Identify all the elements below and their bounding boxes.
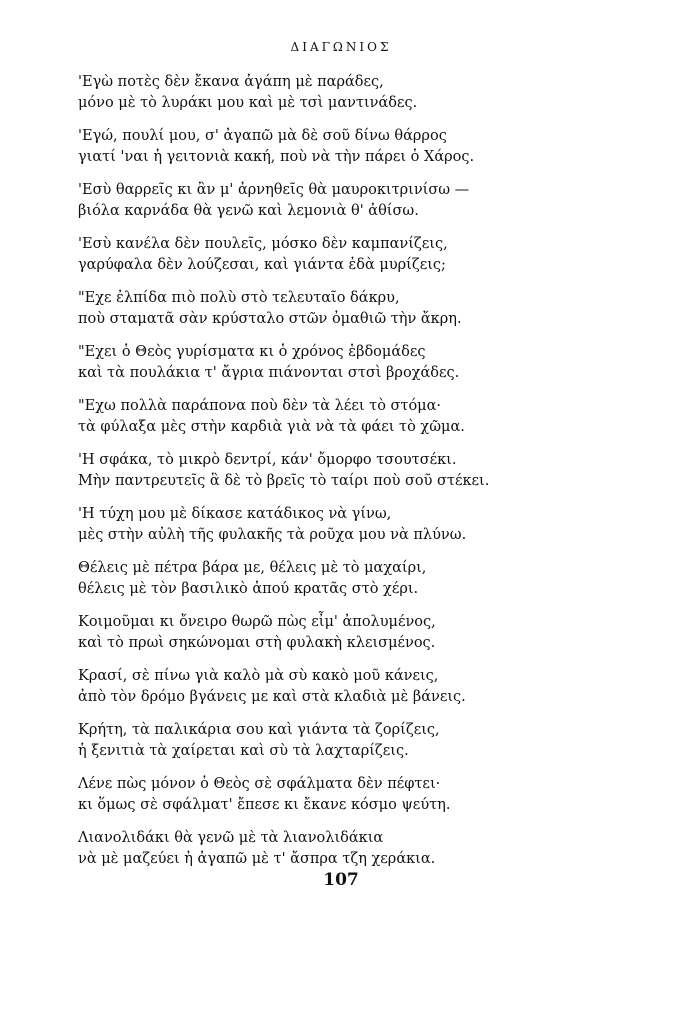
stanza [78, 558, 518, 612]
stanza [78, 504, 518, 558]
stanza [78, 288, 518, 342]
verse-line: "Εχει ὁ Θεὸς γυρίσματα κι ὁ χρόνος ἑβδομάδες [78, 344, 426, 360]
stanza [78, 180, 518, 234]
verse-line: Κρασί, σὲ πίνω γιὰ καλὸ μὰ σὺ κακὸ μοῦ κάνεις, [78, 668, 439, 684]
verse-line: 'Εσὺ θαρρεῖς κι ἂν μ' ἀρνηθεῖς θὰ μαυροκιτρινίσω — [78, 182, 470, 198]
verse-line: καὶ τὸ πρωὶ σηκώνομαι στὴ φυλακὴ κλεισμένος. [78, 635, 436, 651]
verse-line: μόνο μὲ τὸ λυράκι μου καὶ μὲ τσὶ μαντινάδες. [78, 95, 418, 111]
verse-line: 'Η σφάκα, τὸ μικρὸ δεντρί, κάν' ὄμορφο τσουτσέκι. [78, 452, 457, 468]
verse-line: καὶ τὰ πουλάκια τ' ἄγρια πιάνονται στσὶ βροχάδες. [78, 365, 460, 381]
verse-line: μὲς στὴν αὐλὴ τῆς φυλακῆς τὰ ροῦχα μου νὰ πλύνω. [78, 527, 467, 543]
verse-line: Θέλεις μὲ πέτρα βάρα με, θέλεις μὲ τὸ μαχαίρι, [78, 560, 427, 576]
stanza [78, 774, 518, 828]
stanza [78, 126, 518, 180]
verse-line: τὰ φύλαξα μὲς στὴν καρδιὰ γιὰ νὰ τὰ φάει τὸ χῶμα. [78, 419, 465, 435]
stanza [78, 612, 518, 666]
verse-line: γαρύφαλα δὲν λούζεσαι, καὶ γιάντα ἐδὰ μυρίζεις; [78, 257, 446, 273]
verse-line: ποὺ σταματᾶ σὰν κρύσταλο στῶν ὀμαθιῶ τὴν ἄκρη. [78, 311, 462, 327]
verse-line: "Εχω πολλὰ παράπονα ποὺ δὲν τὰ λέει τὸ στόμα· [78, 398, 442, 414]
verse-line: θέλεις μὲ τὸν βασιλικὸ ἀπού κρατᾶς στὸ χέρι. [78, 581, 419, 597]
verse-line: Κρήτη, τὰ παλικάρια σου καὶ γιάντα τὰ ζορίζεις, [78, 722, 440, 738]
verse-line: βιόλα καρνάδα θὰ γενῶ καὶ λεμονιὰ θ' ἀθίσω. [78, 203, 419, 219]
verse-line: 'Η τύχη μου μὲ δίκασε κατάδικος νὰ γίνω, [78, 506, 392, 522]
stanza [78, 72, 518, 126]
running-title: ΔΙΑΓΩΝΙΟΣ [290, 40, 392, 54]
verse-line: νὰ μὲ μαζεύει ἡ ἀγαπῶ μὲ τ' ἄσπρα τζη χεράκια. [78, 851, 436, 867]
verse-line: 'Εσὺ κανέλα δὲν πουλεῖς, μόσκο δὲν καμπανίζεις, [78, 236, 448, 252]
page-number: 107 [323, 870, 359, 890]
stanza [78, 720, 518, 774]
stanza [78, 450, 518, 504]
verse-line: Κοιμοῦμαι κι ὄνειρο θωρῶ πὼς εἶμ' ἀπολυμένος, [78, 614, 436, 630]
verse-line: Μὴν παντρευτεῖς ἃ δὲ τὸ βρεῖς τὸ ταίρι ποὺ σοῦ στέκει. [78, 473, 490, 489]
verse-line: "Εχε ἐλπίδα πιὸ πολὺ στὸ τελευταῖο δάκρυ, [78, 290, 400, 306]
verse-line: 'Εγὼ ποτὲς δὲν ἔκανα ἀγάπη μὲ παράδες, [78, 74, 384, 90]
verse-line: γιατί 'ναι ἡ γειτονιὰ κακή, ποὺ νὰ τὴν πάρει ὁ Χάρος. [78, 149, 475, 165]
verse-line: κι ὅμως σὲ σφάλματ' ἔπεσε κι ἔκανε κόσμο ψεύτη. [78, 797, 451, 813]
stanza [78, 234, 518, 288]
verse-line: 'Εγώ, πουλί μου, σ' ἀγαπῶ μὰ δὲ σοῦ δίνω θάρρος [78, 128, 447, 144]
verse-line: ἡ ξενιτιὰ τὰ χαίρεται καὶ σὺ τὰ λαχταρίζεις. [78, 743, 409, 759]
stanza [78, 396, 518, 450]
verse-line: Λένε πὼς μόνον ὁ Θεὸς σὲ σφάλματα δὲν πέφτει· [78, 776, 441, 792]
poem-body [78, 72, 518, 882]
stanza [78, 342, 518, 396]
verse-line: Λιανολιδάκι θὰ γενῶ μὲ τὰ λιανολιδάκια [78, 830, 384, 846]
verse-line: ἀπὸ τὸν δρόμο βγάνεις με καὶ στὰ κλαδιὰ μὲ βάνεις. [78, 689, 466, 705]
stanza [78, 666, 518, 720]
